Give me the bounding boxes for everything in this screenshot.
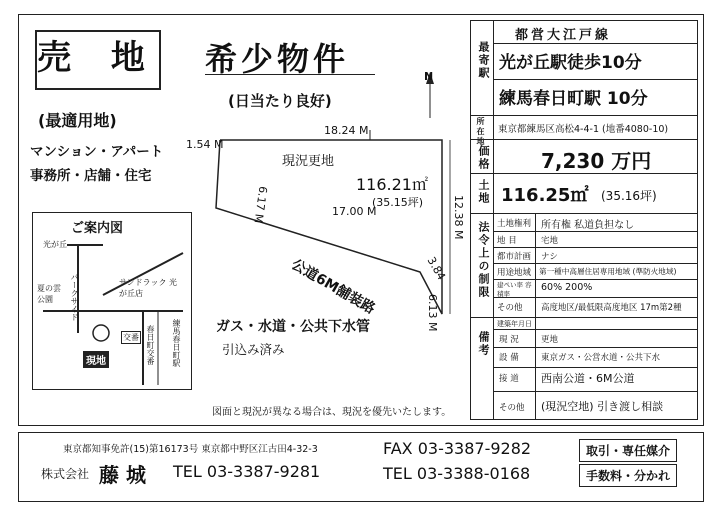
disclaimer: 図面と現況が異なる場合は、現況を優先いたします。 <box>212 407 452 418</box>
map-label-station: 練馬春日町駅 <box>172 319 181 367</box>
map-title: ご案内図 <box>71 221 124 236</box>
dim-left-top: 1.54 M <box>186 138 224 151</box>
utilities-line-1: ガス・水道・公共下水管 <box>216 319 370 335</box>
law-key-4: 建ぺい率 容積率 <box>497 281 532 298</box>
law-val-0: 所有権 私道負担なし <box>541 220 635 231</box>
dim-bottom-right-1: 3.84 <box>424 254 449 283</box>
law-val-2: ナシ <box>541 252 558 262</box>
line-name: 都営大江戸線 <box>515 28 612 43</box>
remark-key-3: 接 道 <box>499 374 519 384</box>
fax: FAX 03-3387-9282 <box>383 439 532 458</box>
nearest-label: 最寄駅 <box>477 41 490 80</box>
remark-val-2: 東京ガス・公営水道・公共下水 <box>541 353 661 363</box>
location-value: 東京都練馬区高松4-4-1 (地番4080-10) <box>498 124 669 135</box>
station-2: 練馬春日町駅 10分 <box>499 89 648 109</box>
dim-left-side: 6.17 M <box>251 185 270 225</box>
law-key-1: 地 目 <box>497 236 517 246</box>
map-label-park: パークサイド <box>70 273 79 321</box>
road-line <box>216 208 442 314</box>
law-key-0: 土地権利 <box>497 219 532 229</box>
map-label-hikarigaoka: 光が丘 <box>43 240 67 249</box>
land-tsubo: (35.16坪) <box>601 189 657 203</box>
dim-right: 12.38 M <box>452 195 465 240</box>
company-name: 藤 城 <box>99 463 146 487</box>
price-value: 7,230 万円 <box>541 149 652 173</box>
plot-area: 116.21㎡ <box>356 175 428 194</box>
law-val-1: 宅地 <box>541 236 559 246</box>
remark-key-4: その他 <box>499 403 525 413</box>
usage-line-1: マンション・アパート <box>30 144 164 160</box>
tag-brokerage: 取引・専任媒介 <box>579 439 677 462</box>
usage-title: (最適用地) <box>38 111 117 130</box>
remark-key-0: 建築年月日 <box>497 320 532 328</box>
company-prefix: 株式会社 <box>41 467 90 481</box>
remark-val-3: 西南公道・6M公道 <box>541 372 635 385</box>
rare-label: 希少物件 <box>205 40 350 78</box>
footer <box>18 432 704 502</box>
road-label: 公道6M舗装路 <box>288 256 378 318</box>
land-label: 土地 <box>477 179 490 205</box>
map-label-drug: サンドラック 光が丘店 <box>119 278 177 298</box>
sale-label: 売 地 <box>35 30 161 90</box>
station-1: 光が丘駅徒歩10分 <box>499 53 642 73</box>
tel-1: TEL 03-3387-9281 <box>173 462 321 481</box>
law-key-5: その他 <box>497 303 523 313</box>
law-val-5: 高度地区/最低限高度地区 17m第2種 <box>541 303 682 313</box>
map-label-koban: 交番 <box>123 333 139 342</box>
map-label-park2: 夏の雲公園 <box>37 284 61 304</box>
location-label: 所在地 <box>476 117 485 147</box>
remark-val-1: 更地 <box>541 335 559 345</box>
map-label-genchi: 現地 <box>83 351 109 368</box>
price-label: 価格 <box>477 145 490 171</box>
usage-line-2: 事務所・店舗・住宅 <box>30 168 152 184</box>
plot-area-tsubo: (35.15坪) <box>372 196 424 209</box>
utilities-line-2: 引込み済み <box>222 342 285 357</box>
north-label: N <box>424 70 434 83</box>
sunny-label: (日当たり良好) <box>228 92 332 110</box>
law-val-3: 第一種中高層住居専用地域 (準防火地域) <box>539 267 677 276</box>
law-key-2: 都市計画 <box>497 252 532 262</box>
remark-key-1: 現 況 <box>499 335 519 345</box>
remark-val-4: (現況空地) 引き渡し相談 <box>541 400 664 413</box>
law-val-4: 60% 200% <box>541 282 593 293</box>
remarks-label: 備考 <box>477 331 490 357</box>
license: 東京都知事免許(15)第16173号 東京都中野区江古田4-32-3 <box>63 444 318 455</box>
map-label-kasuga: 春日町交番 <box>146 325 155 365</box>
tag-commission: 手数料・分かれ <box>579 464 677 487</box>
dim-diag: 17.00 M <box>332 205 377 218</box>
guide-map <box>32 212 192 390</box>
tel-2: TEL 03-3388-0168 <box>383 464 531 483</box>
plot-status: 現況更地 <box>282 154 335 169</box>
dim-bottom-right-2: 6.13 M <box>426 294 439 332</box>
law-key-3: 用途地域 <box>497 268 532 278</box>
law-label: 法令上の制限 <box>477 221 490 299</box>
land-value: 116.25㎡ <box>501 185 589 206</box>
dim-top: 18.24 M <box>324 124 369 137</box>
remark-key-2: 設 備 <box>499 353 519 363</box>
property-info-panel <box>470 20 698 420</box>
